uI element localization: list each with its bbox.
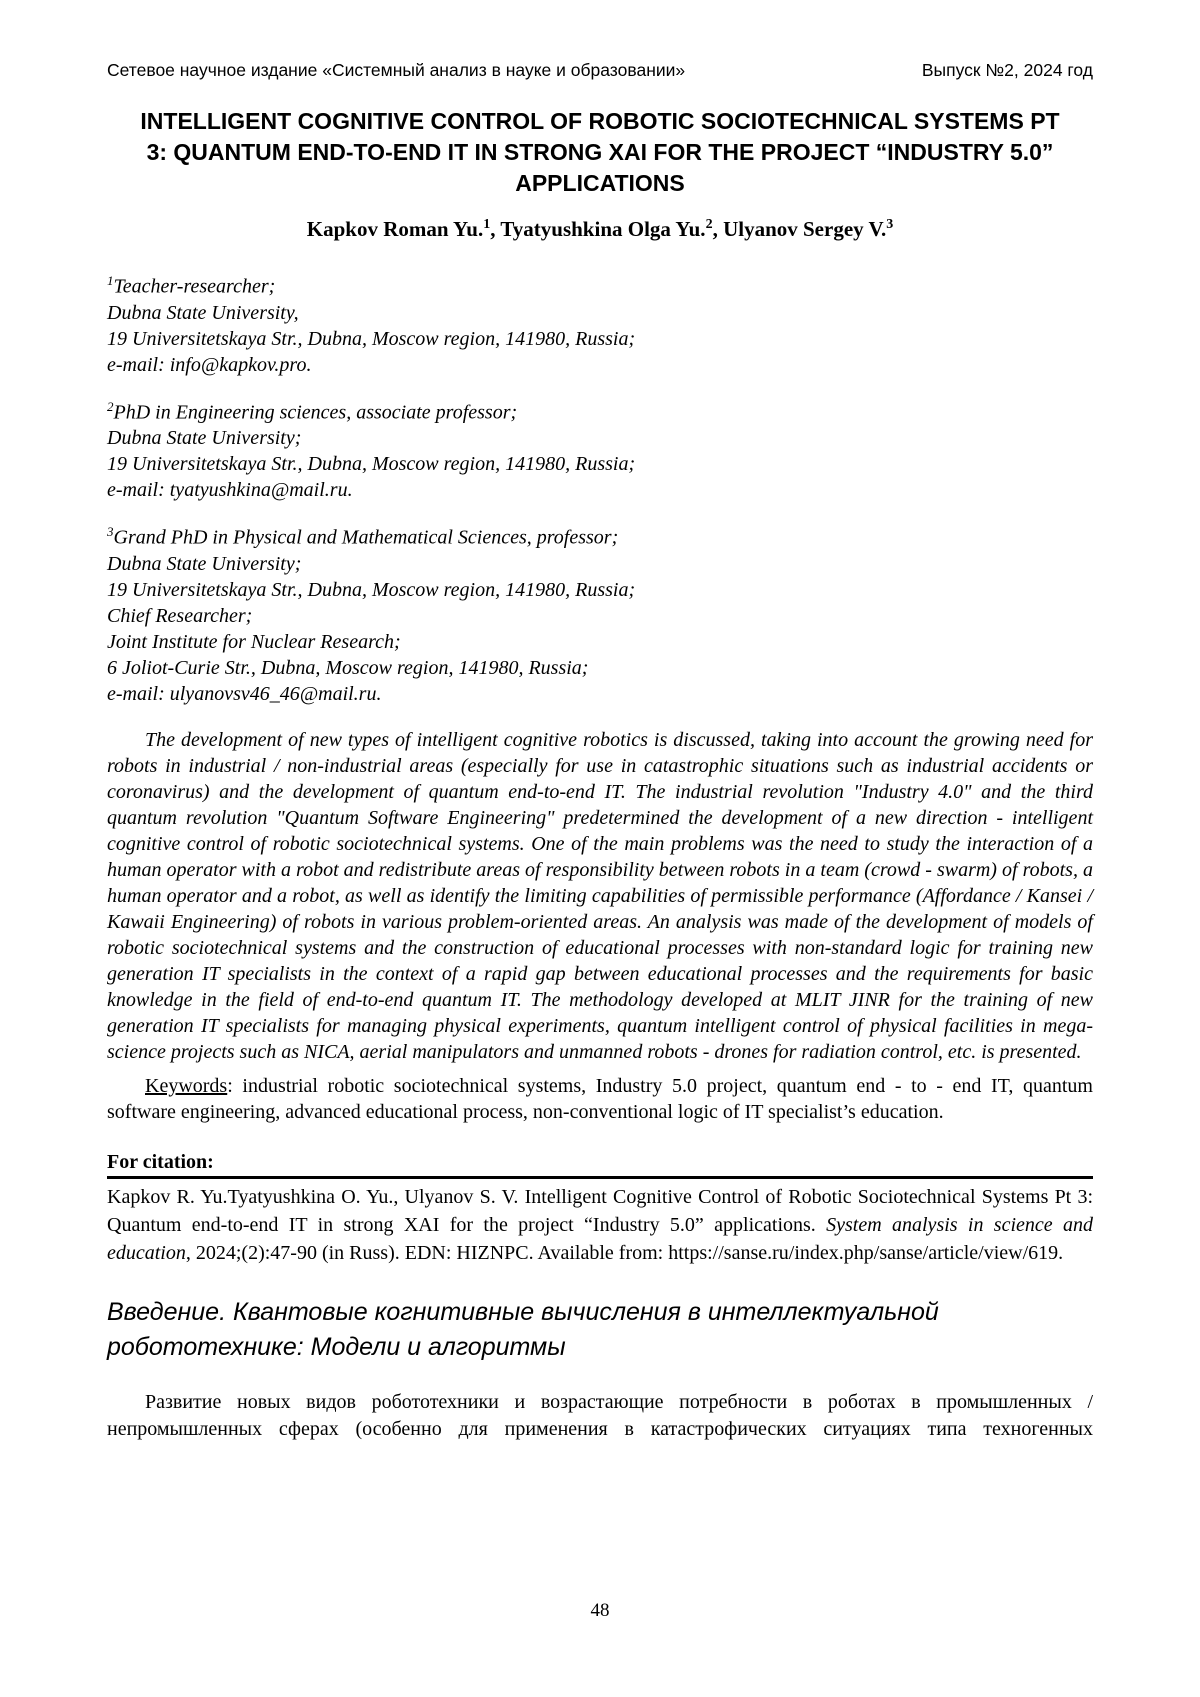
affiliation-lines: Grand PhD in Physical and Mathematical Sciences, professor; Dubna State University; 19 Universitetskaya Str., Dubna, Moscow region, 141980, Russia; Chief Researcher; Joint Institute for Nuclear Research; 6 Joliot-Curie Str., Dubna, Moscow region, 141980, Russia; e-mail: ulyanovsv46_46@mail.ru.: [107, 526, 636, 705]
abstract-paragraph: The development of new types of intelligent cognitive robotics is discussed, taking into account the growing need for robots in industrial / non-industrial areas (especially for use in catastrophic situations such as industrial accidents or coronavirus) and the development of quantum end-to-end IT. The industrial revolution "Industry 4.0" and the third quantum revolution "Quantum Software Engineering" predetermined the development of a new direction - intelligent cognitive control of robotic sociotechnical systems. One of the main problems was the need to study the interaction of a human operator with a robot and redistribute areas of responsibility between robots in a team (crowd - swarm) of robots, a human operator and a robot, as well as identify the limiting capabilities of permissible performance (Affordance / Kansei / Kawaii Engineering) of robots in various problem-oriented areas. An analysis was made of the development of models of robotic sociotechnical systems and the construction of educational processes with non-standard logic for training new generation IT specialists in the context of a rapid gap between educational processes and the requirements for basic knowledge in the field of end-to-end quantum IT. The methodology developed at MLIT JINR for the training of new generation IT specialists for managing physical experiments, quantum intelligent control of physical facilities in mega-science projects such as NICA, aerial manipulators and unmanned robots - drones for radiation control, etc. is presented.: [107, 728, 1093, 1063]
article-title: INTELLIGENT COGNITIVE CONTROL OF ROBOTIC SOCIOTECHNICAL SYSTEMS PT 3: QUANTUM END-TO-END IT IN STRONG XAI FOR THE PROJECT “INDUSTRY 5.0” APPLICATIONS: [140, 108, 1060, 196]
journal-name: Сетевое научное издание «Системный анализ в науке и образовании»: [107, 60, 686, 80]
affiliation-block: [107, 519, 1093, 707]
page-content: [107, 0, 1093, 1443]
affiliation-block: [107, 268, 1093, 378]
author-affiliation-superscript: 2: [705, 217, 713, 232]
issue-info: Выпуск №2, 2024 год: [921, 60, 1093, 80]
citation-tail: , 2024;(2):47-90 (in Russ). EDN: HIZNPC. Available from: https://sanse.ru/index.php/sanse/article/view/619.: [185, 1241, 1064, 1264]
keywords-text: : industrial robotic sociotechnical systems, Industry 5.0 project, quantum end - to - end IT, quantum software engineering, advanced educational process, non-conventional logic of IT specialist’s education.: [107, 1074, 1093, 1123]
citation-paragraph: [107, 1183, 1093, 1267]
intro-paragraph: Развитие новых видов робототехники и возрастающие потребности в роботах в промышленных / непромышленных сферах (особенно для применения в катастрофических ситуациях типа техногенных: [107, 1390, 1093, 1440]
citation-journal-name: System analysis in science and education: [107, 1213, 1093, 1264]
for-citation-heading: For citation:: [107, 1151, 1093, 1179]
affiliation-superscript: 1: [107, 273, 114, 288]
affiliation-superscript: 2: [107, 398, 114, 414]
authors-line: Kapkov Roman Yu.$^1$, Tyatyushkina Olga Yu.$^2$, Ulyanov Sergey V.$^3$: [306, 217, 894, 241]
author-affiliation-superscript: 3: [886, 217, 894, 232]
affiliation-lines: PhD in Engineering sciences, associate professor; Dubna State University; 19 Universitetskaya Str., Dubna, Moscow region, 141980, Russia; e-mail: tyatyushkina@mail.ru.: [107, 401, 636, 502]
affiliation-superscript: 3: [107, 524, 114, 540]
journal-header: [107, 60, 1093, 81]
affiliation-block: [107, 394, 1093, 504]
keywords-paragraph: [107, 1073, 1093, 1125]
affiliation-lines: Teacher-researcher; Dubna State University, 19 Universitetskaya Str., Dubna, Moscow region, 141980, Russia; e-mail: info@kapkov.pro.: [107, 275, 636, 376]
author-affiliation-superscript: 1: [483, 217, 491, 232]
affiliations: [107, 268, 1093, 707]
keywords-label: Keywords: [145, 1074, 228, 1097]
citation-text: Kapkov R. Yu.Tyatyushkina O. Yu., Ulyanov S. V. Intelligent Cognitive Control of Robotic Sociotechnical Systems Pt 3: Quantum end-to-end IT in strong XAI for the project “Industry 5.0” applications.: [107, 1185, 1093, 1236]
page-number: 48: [590, 1600, 610, 1621]
section-heading: Введение. Квантовые когнитивные вычисления в интеллектуальной робототехнике: Модели и алгоритмы: [107, 1297, 939, 1361]
